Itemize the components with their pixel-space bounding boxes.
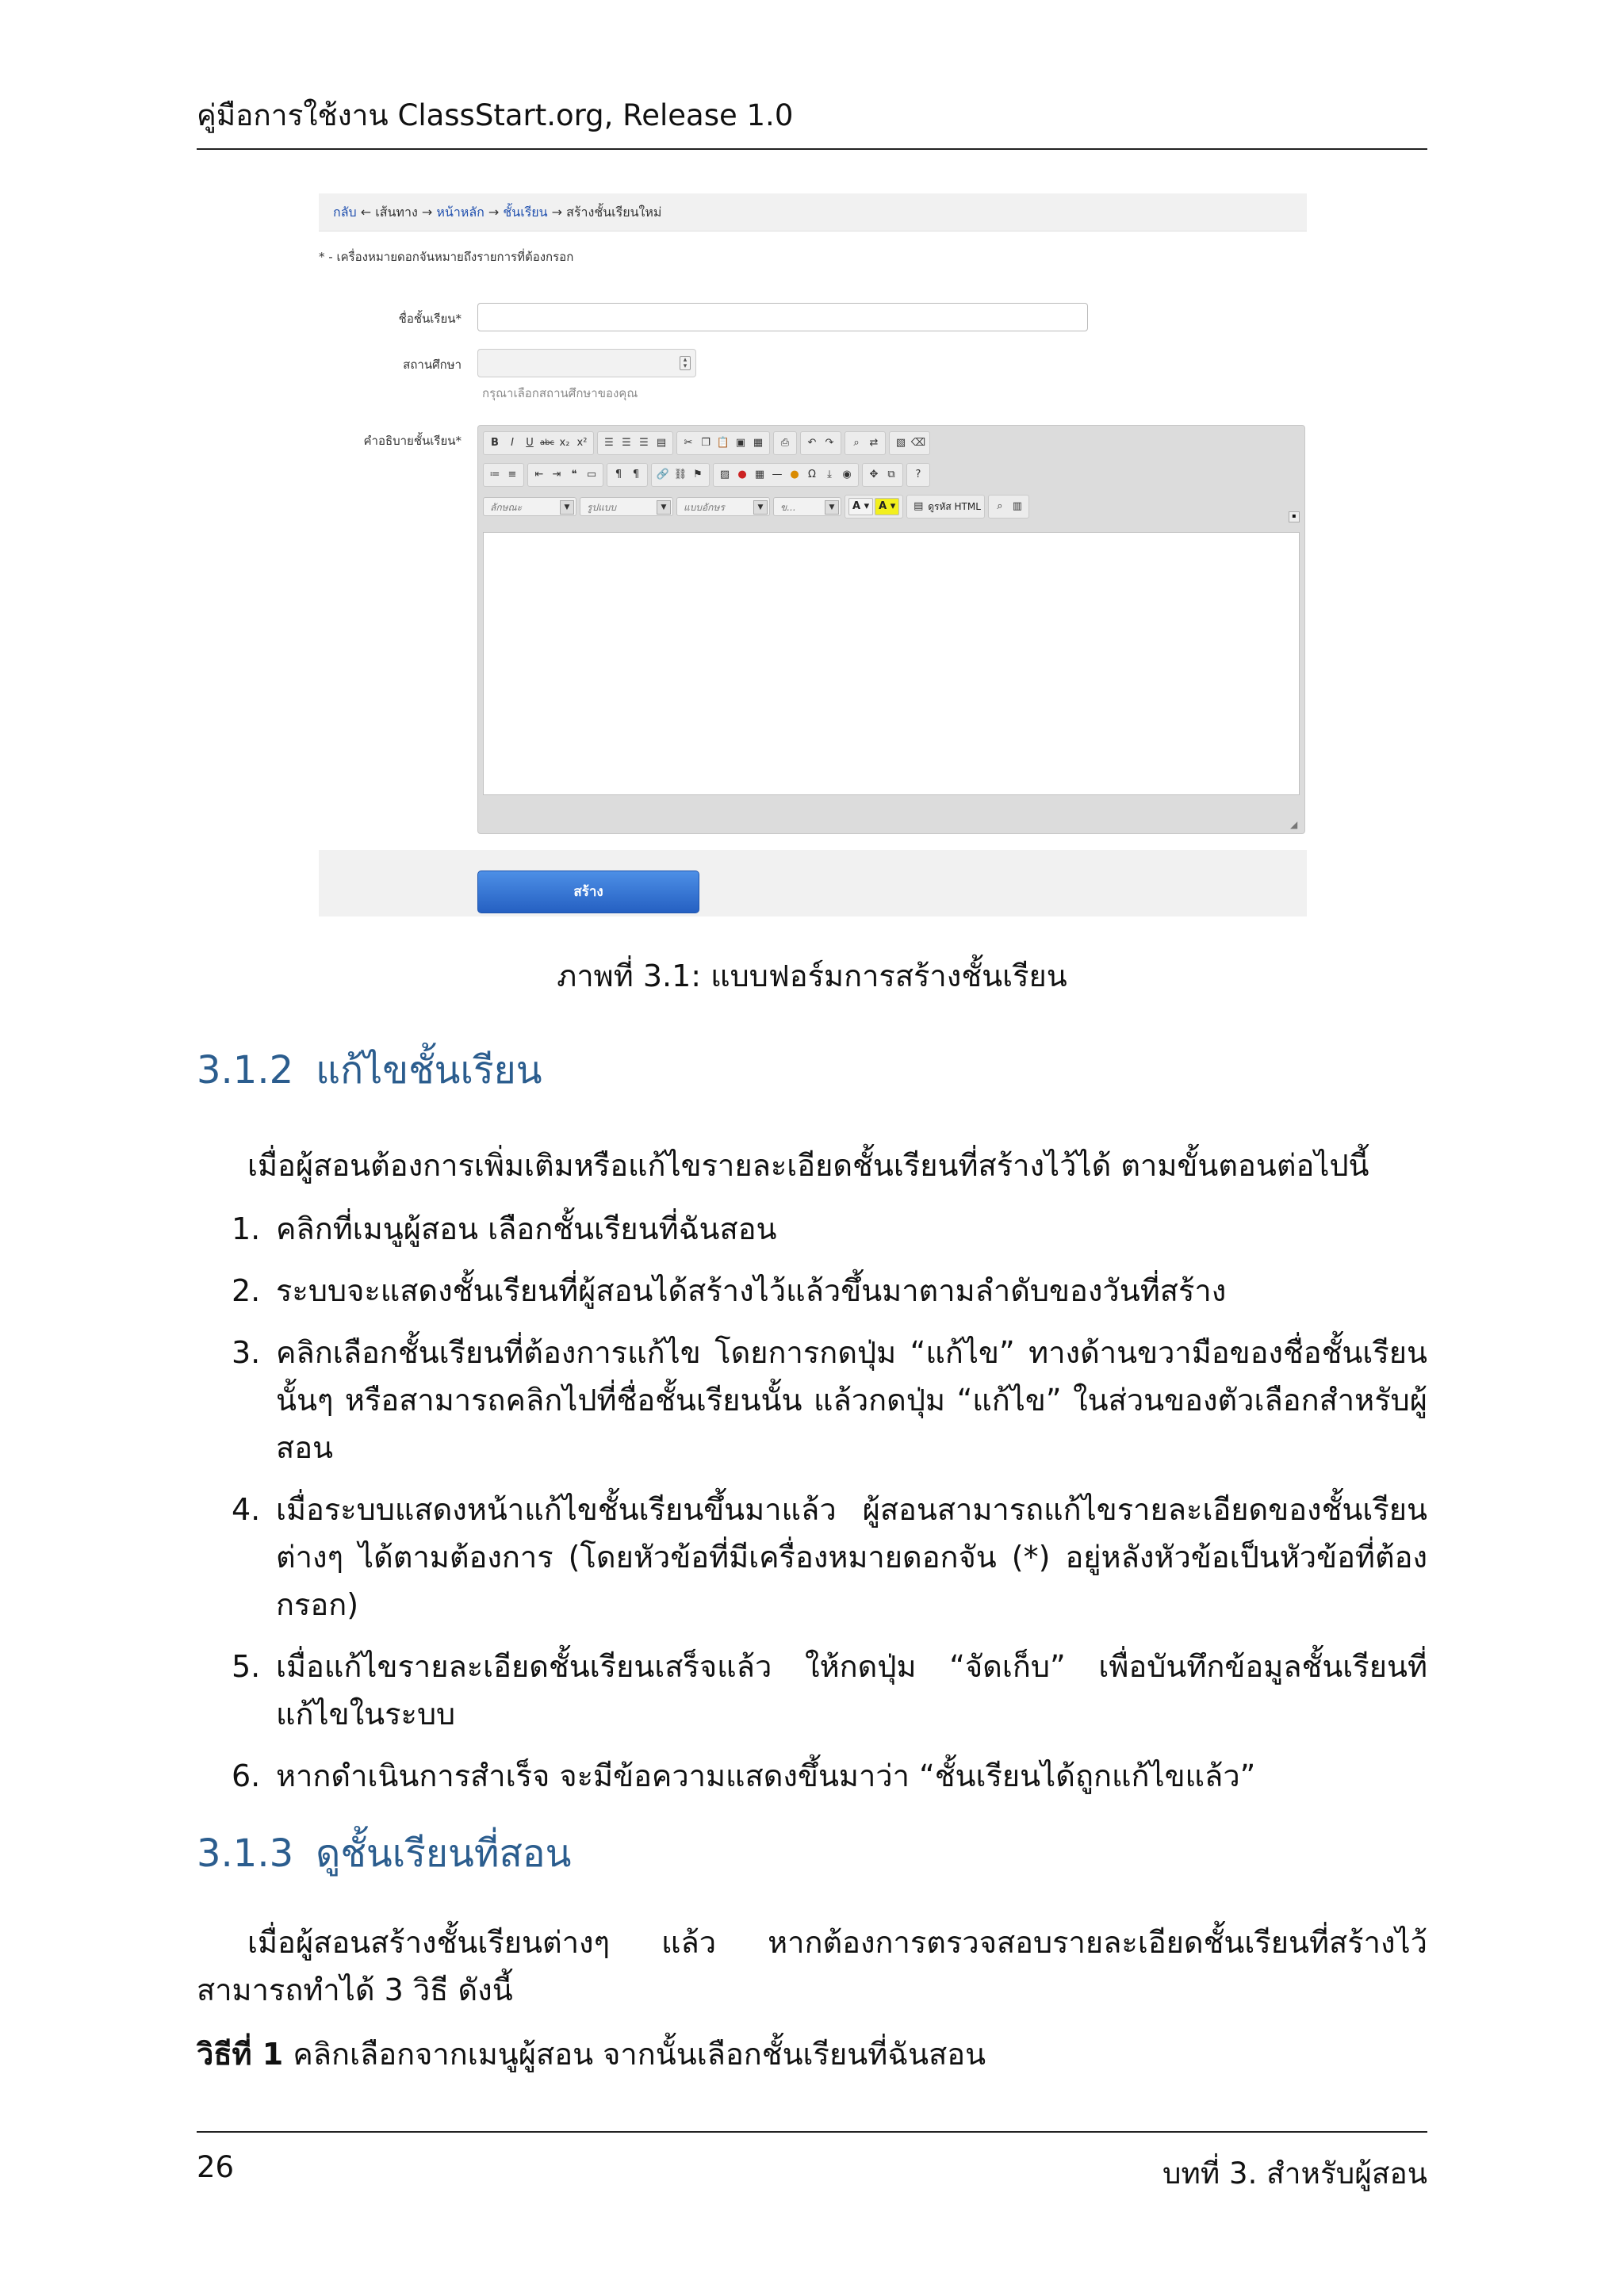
horizontal-rule-icon[interactable]: —: [772, 469, 783, 480]
section-heading-3-1-2: [197, 1040, 542, 1100]
copy-icon[interactable]: ❐: [701, 437, 710, 449]
paste-icon[interactable]: 📋: [716, 437, 730, 449]
subscript-icon[interactable]: x₂: [559, 437, 570, 449]
preview-icon[interactable]: ⌕: [997, 500, 1003, 512]
iframe-icon[interactable]: ◉: [842, 469, 852, 480]
chevron-down-icon: ▼: [825, 500, 839, 515]
smiley-icon[interactable]: ●: [790, 469, 799, 480]
breadcrumb-home-link[interactable]: หน้าหลัก: [436, 205, 485, 220]
find-icon[interactable]: ⌕: [853, 437, 860, 449]
style-dropdown-value: ลักษณะ: [490, 502, 523, 513]
section-intro-paragraph: เมื่อผู้สอนต้องการเพิ่มเติมหรือแก้ไขรายละเอียดชั้นเรียนที่สร้างไว้ได้ ตามขั้นตอนต่อไปนี้: [247, 1148, 1369, 1183]
undo-icon[interactable]: ↶: [807, 437, 817, 449]
maximize-icon[interactable]: ✥: [869, 469, 879, 480]
section-title: ดูชั้นเรียนที่สอน: [316, 1831, 572, 1876]
chevron-down-icon: ▼: [753, 500, 768, 515]
superscript-icon[interactable]: x²: [576, 437, 588, 449]
style-dropdown[interactable]: [483, 497, 576, 516]
list-item: 1. คลิกที่เมนูผู้สอน เลือกชั้นเรียนที่ฉันสอน: [232, 1211, 777, 1246]
help-icon[interactable]: ?: [915, 469, 921, 480]
image-icon[interactable]: ▨: [719, 469, 730, 480]
print-icon[interactable]: ⎙: [780, 437, 790, 449]
chevron-down-icon: ▼: [657, 500, 671, 515]
align-right-icon[interactable]: ☰: [639, 437, 649, 449]
background-color-icon[interactable]: A ▾: [875, 498, 899, 515]
required-note: * - เครื่องหมายดอกจันหมายถึงรายการที่ต้องกรอก: [319, 250, 574, 264]
create-button[interactable]: สร้าง: [477, 871, 699, 913]
running-footer: [197, 2131, 1427, 2197]
align-center-icon[interactable]: ☰: [622, 437, 631, 449]
blockquote-icon[interactable]: ❝: [571, 469, 577, 480]
redo-icon[interactable]: ↷: [825, 437, 834, 449]
align-justify-icon[interactable]: ▤: [656, 437, 667, 449]
format-dropdown[interactable]: [580, 497, 673, 516]
breadcrumb-classes-link[interactable]: ชั้นเรียน: [503, 205, 548, 220]
editor-toolbar-row-3: [483, 494, 1029, 519]
remove-format-icon[interactable]: ⌫: [910, 437, 926, 449]
show-blocks-icon[interactable]: ⧉: [887, 469, 895, 480]
numbered-list-icon[interactable]: ≔: [489, 469, 500, 480]
paste-text-icon[interactable]: ▣: [735, 437, 746, 449]
running-header: คู่มือการใช้งาน ClassStart.org, Release 1.0: [197, 92, 1427, 150]
editor-content-area[interactable]: [483, 532, 1300, 795]
replace-icon[interactable]: ⇄: [869, 437, 879, 449]
editor-toolbar-row-2: [483, 462, 930, 488]
div-container-icon[interactable]: ▭: [586, 469, 597, 480]
chevron-down-icon: ▼: [560, 500, 574, 515]
chapter-label: บทที่ 3. สำหรับผู้สอน: [1162, 2156, 1427, 2191]
list-item: 3. คลิกเลือกชั้นเรียนที่ต้องการแก้ไข โดยการกดปุ่ม “แก้ไข” ทางด้านขวามือของชื่อชั้นเรียนนั้นๆ หรือสามารถคลิกไปที่ชื่อชั้นเรียนนั้น แล้วกดปุ่ม “แก้ไข” ในส่วนของตัวเลือกสำหรับผู้สอน: [232, 1335, 1427, 1465]
section-number: 3.1.2: [197, 1048, 294, 1093]
strikethrough-icon[interactable]: abc: [540, 438, 554, 447]
class-name-label: ชื่อชั้นเรียน*: [398, 312, 462, 326]
collapse-toolbar-icon[interactable]: ▪: [1289, 511, 1300, 522]
method-label: วิธีที่ 1: [197, 2037, 284, 2072]
list-item: 5. เมื่อแก้ไขรายละเอียดชั้นเรียนเสร็จแล้ว ให้กดปุ่ม “จัดเก็บ” เพื่อบันทึกข้อมูลชั้นเรียนที่แก้ไขในระบบ: [232, 1649, 1427, 1732]
breadcrumb-separator: ← เส้นทาง →: [356, 205, 437, 220]
school-label: สถานศึกษา: [403, 358, 462, 372]
breadcrumb: [319, 193, 1307, 232]
view-html-source-button[interactable]: ดูรหัส HTML: [928, 501, 981, 512]
breadcrumb-separator: →: [484, 205, 504, 220]
cut-icon[interactable]: ✂: [684, 437, 693, 449]
rich-text-editor: [477, 425, 1305, 834]
list-item: 6. หากดำเนินการสำเร็จ จะมีข้อความแสดงขึ้นมาว่า “ชั้นเรียนได้ถูกแก้ไขแล้ว”: [232, 1758, 1256, 1793]
edit-class-steps-list: [197, 1205, 1427, 1814]
italic-icon[interactable]: I: [511, 437, 514, 449]
ltr-icon[interactable]: ¶: [615, 469, 622, 480]
table-icon[interactable]: ▦: [754, 469, 765, 480]
anchor-icon[interactable]: ⚑: [693, 469, 703, 480]
section-intro-paragraph: เมื่อผู้สอนสร้างชั้นเรียนต่างๆ แล้ว หากต้องการตรวจสอบรายละเอียดชั้นเรียนที่สร้างไว้ สามารถทำได้ 3 วิธี ดังนี้: [197, 1925, 1427, 2007]
breadcrumb-back-link[interactable]: กลับ: [333, 205, 357, 220]
method-1-line: [197, 2030, 986, 2078]
indent-icon[interactable]: ⇥: [552, 469, 561, 480]
figure-caption: ภาพที่ 3.1: แบบฟอร์มการสร้างชั้นเรียน: [557, 959, 1067, 993]
font-dropdown[interactable]: [676, 497, 770, 516]
rtl-icon[interactable]: ¶: [632, 469, 640, 480]
resize-handle-icon[interactable]: ◢: [1290, 819, 1298, 830]
select-all-icon[interactable]: ▧: [895, 437, 906, 449]
editor-toolbar-row-1: [483, 430, 930, 456]
create-class-screenshot: [319, 193, 1307, 916]
paste-word-icon[interactable]: ▦: [753, 437, 764, 449]
templates-icon[interactable]: ▥: [1012, 500, 1023, 512]
outdent-icon[interactable]: ⇤: [534, 469, 544, 480]
format-dropdown-value: รูปแบบ: [587, 502, 617, 513]
page-break-icon[interactable]: ⤓: [827, 469, 832, 480]
school-hint: กรุณาเลือกสถานศึกษาของคุณ: [482, 386, 638, 400]
source-icon: ▤: [914, 500, 924, 512]
method-text: คลิกเลือกจากเมนูผู้สอน จากนั้นเลือกชั้นเรียนที่ฉันสอน: [293, 2037, 986, 2072]
list-item: 4. เมื่อระบบแสดงหน้าแก้ไขชั้นเรียนขึ้นมาแล้ว ผู้สอนสามารถแก้ไขรายละเอียดของชั้นเรียนต่างๆ ได้ตามต้องการ (โดยหัวข้อที่มีเครื่องหมายดอกจัน (*) อยู่หลังหัวข้อเป็นหัวข้อที่ต้องกรอก): [232, 1492, 1427, 1622]
bold-icon[interactable]: B: [491, 437, 499, 449]
text-color-icon[interactable]: A ▾: [848, 498, 873, 515]
underline-icon[interactable]: U: [526, 437, 534, 449]
section-heading-3-1-3: [197, 1823, 571, 1884]
section-number: 3.1.3: [197, 1831, 294, 1876]
bullet-list-icon[interactable]: ≡: [508, 469, 517, 480]
special-char-icon[interactable]: Ω: [808, 469, 816, 480]
flash-icon[interactable]: ●: [737, 469, 747, 480]
class-name-input[interactable]: [477, 303, 1088, 331]
align-left-icon[interactable]: ☰: [604, 437, 614, 449]
description-label: คำอธิบายชั้นเรียน*: [363, 434, 462, 448]
unlink-icon[interactable]: ⛓: [673, 469, 688, 480]
select-spinner-icon: ▴ ▾: [680, 356, 691, 370]
section-title: แก้ไขชั้นเรียน: [316, 1048, 542, 1093]
size-dropdown-value: ข...: [780, 502, 796, 513]
font-dropdown-value: แบบอักษร: [684, 502, 725, 513]
list-item: 2. ระบบจะแสดงชั้นเรียนที่ผู้สอนได้สร้างไว้แล้วขึ้นมาตามลำดับของวันที่สร้าง: [232, 1273, 1227, 1308]
breadcrumb-current: → สร้างชั้นเรียนใหม่: [547, 205, 662, 220]
page-number: 26: [197, 2150, 235, 2184]
size-dropdown[interactable]: [773, 497, 841, 516]
form-footer-bar: [319, 850, 1307, 916]
school-select[interactable]: [477, 349, 696, 377]
link-icon[interactable]: 🔗: [656, 469, 670, 480]
